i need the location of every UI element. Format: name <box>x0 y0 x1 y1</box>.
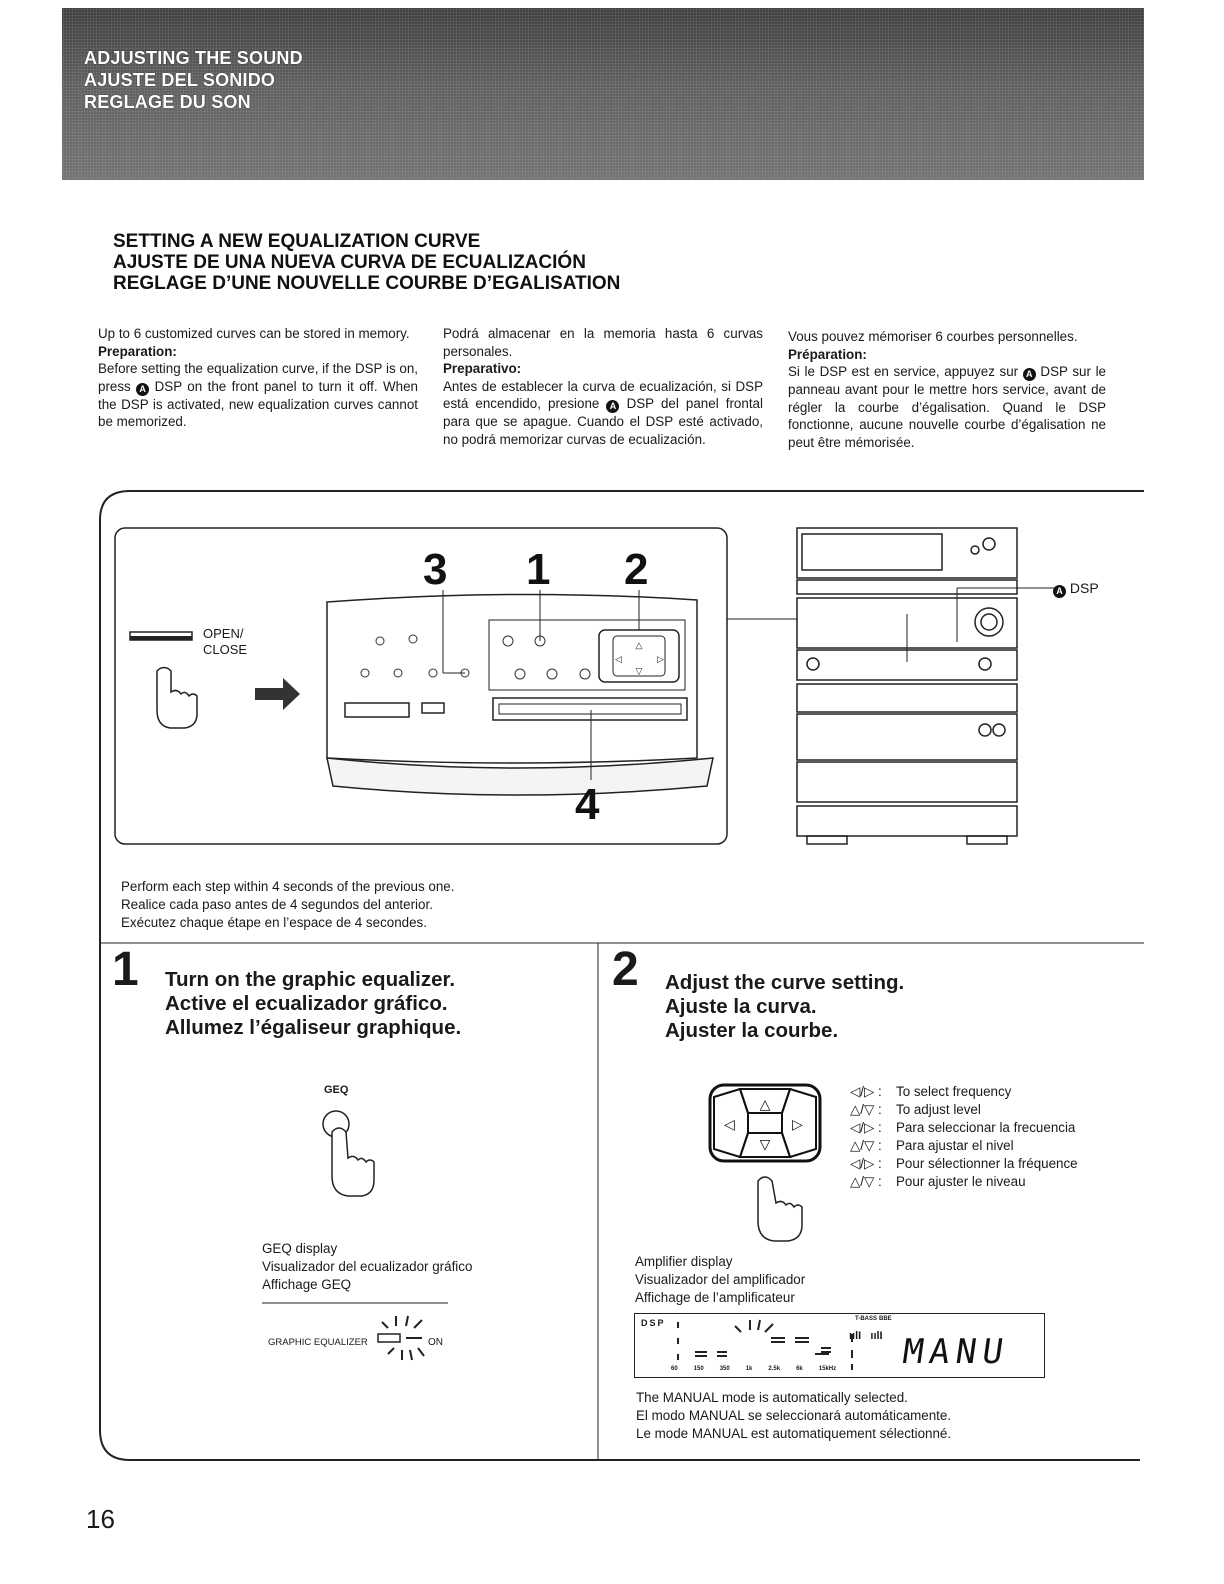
geq-display-es: Visualizador del ecualizador gráfico <box>262 1259 473 1274</box>
preparation-text-2: DSP sur le panneau avant pour le mettre hors service, avant de régler la courbe d’égalisation. Quand le DSP fonctionne, aucune nouvelle courbe d’égalisation ne peut être mémorisée. <box>788 364 1106 450</box>
timing-note-es: Realice cada paso antes de 4 segundos del anterior. <box>121 897 433 912</box>
marker-a-icon: A <box>136 383 149 396</box>
legend-row <box>850 1174 1026 1190</box>
freq-label: 150 <box>693 1366 704 1372</box>
diagram-step-3: 3 <box>423 545 448 594</box>
legend-text: Para ajustar el nivel <box>896 1138 1014 1153</box>
step1-title-en: Turn on the graphic equalizer. <box>165 968 456 991</box>
amp-frequency-scale <box>671 1366 836 1372</box>
section-title-es: AJUSTE DE UNA NUEVA CURVA DE ECUALIZACIÓN <box>113 252 586 273</box>
step2-title-fr: Ajuster la courbe. <box>665 1019 839 1042</box>
diagram-step-4: 4 <box>575 780 600 829</box>
section-title-fr: REGLAGE D’UNE NOUVELLE COURBE D’EGALISATION <box>113 273 621 294</box>
cursor-pad-icon <box>708 1083 828 1243</box>
preparation-label: Préparation: <box>788 346 867 362</box>
freq-label: 350 <box>719 1366 730 1372</box>
freq-label: 1k <box>745 1366 753 1372</box>
preparation-label: Preparativo: <box>443 361 522 377</box>
amp-display-fr: Affichage de l’amplificateur <box>635 1290 795 1305</box>
dsp-label: DSP <box>1069 580 1099 596</box>
freq-label: 15kHz <box>818 1366 837 1372</box>
amp-display-en: Amplifier display <box>635 1254 733 1269</box>
step1-title-es: Active el ecualizador gráfico. <box>165 992 448 1015</box>
preparation-text-1: Before setting the equalization curve, if the DSP is on, press <box>98 361 418 394</box>
result-fr: Le mode MANUAL est automatiquement sélectionné. <box>636 1426 952 1441</box>
svg-text:△: △ <box>635 640 643 650</box>
svg-text:▷: ▷ <box>657 654 664 664</box>
legend-keys: △/▽ : <box>850 1102 882 1117</box>
step1-title-fr: Allumez l’égaliseur graphique. <box>165 1016 462 1039</box>
legend-row <box>850 1138 1014 1154</box>
geq-display-divider <box>262 1302 448 1304</box>
freq-label: 2.5k <box>768 1366 781 1372</box>
amp-dsp-label: DSP <box>641 1318 666 1328</box>
legend-text: To select frequency <box>896 1084 1012 1099</box>
legend-text: Pour ajuster le niveau <box>896 1174 1026 1189</box>
legend-row <box>850 1102 981 1118</box>
amp-mode-readout: MANU <box>900 1332 1012 1372</box>
result-es: El modo MANUAL se seleccionará automáticamente. <box>636 1408 952 1423</box>
open-close-label: OPEN/ CLOSE <box>203 626 248 657</box>
timing-note-en: Perform each step within 4 seconds of the previous one. <box>121 879 455 894</box>
svg-text:◁: ◁ <box>724 1116 735 1132</box>
step1-number: 1 <box>112 943 139 996</box>
geq-on-indicator: ON <box>428 1337 443 1348</box>
section-title-en: SETTING A NEW EQUALIZATION CURVE <box>113 231 481 252</box>
legend-keys: ◁/▷ : <box>850 1120 882 1135</box>
amp-display-es: Visualizador del amplificador <box>635 1272 806 1287</box>
step2-number: 2 <box>612 943 639 996</box>
freq-label: 60 <box>671 1366 678 1372</box>
banner-title-en: ADJUSTING THE SOUND <box>84 48 303 68</box>
step2-title-en: Adjust the curve setting. <box>665 971 905 994</box>
timing-note-fr: Exécutez chaque étape en l’espace de 4 secondes. <box>121 915 427 930</box>
intro-text: Up to 6 customized curves can be stored in memory. <box>98 326 410 341</box>
legend-keys: ◁/▷ : <box>850 1084 882 1099</box>
graphic-equalizer-indicator: GRAPHIC EQUALIZER <box>268 1337 368 1348</box>
legend-row <box>850 1156 1078 1172</box>
svg-text:◁: ◁ <box>615 654 622 664</box>
legend-text: To adjust level <box>896 1102 981 1117</box>
legend-text: Pour sélectionner la fréquence <box>896 1156 1078 1171</box>
legend-row <box>850 1120 1075 1136</box>
geq-display-en: GEQ display <box>262 1241 338 1256</box>
marker-a-icon: A <box>1053 585 1066 598</box>
geq-display-fr: Affichage GEQ <box>262 1277 352 1292</box>
marker-a-icon: A <box>1023 368 1036 381</box>
intro-text: Podrá almacenar en la memoria hasta 6 curvas personales. <box>443 326 763 359</box>
result-en: The MANUAL mode is automatically selected. <box>636 1390 908 1405</box>
legend-keys: △/▽ : <box>850 1138 882 1153</box>
diagram-step-2: 2 <box>624 545 649 594</box>
preparation-text-1: Si le DSP est en service, appuyez sur <box>788 364 1019 380</box>
legend-row <box>850 1084 1011 1100</box>
page-number: 16 <box>86 1504 115 1534</box>
diagram-step-1: 1 <box>526 545 551 594</box>
geq-button-label: GEQ <box>324 1084 349 1096</box>
svg-text:▽: ▽ <box>759 1136 771 1152</box>
stereo-system-diagram <box>727 524 1027 850</box>
svg-text:△: △ <box>759 1096 771 1112</box>
legend-keys: △/▽ : <box>850 1174 882 1189</box>
step2-title-es: Ajuste la curva. <box>665 995 817 1018</box>
legend-text: Para seleccionar la frecuencia <box>896 1120 1076 1135</box>
amp-bbe-label: BBE <box>879 1316 892 1322</box>
freq-label: 6k <box>796 1366 803 1372</box>
svg-text:▽: ▽ <box>635 666 643 676</box>
amp-level-bars: ıılI ıılI <box>849 1330 883 1342</box>
amp-tbass-label: T-BASS <box>855 1316 878 1322</box>
preparation-label: Preparation: <box>98 343 177 359</box>
intro-text: Vous pouvez mémoriser 6 courbes personnelles. <box>788 329 1078 344</box>
preparation-text-2: DSP del panel frontal para que se apague. Cuando el DSP esté activado, no podrá memorizar curvas de ecualización. <box>443 396 763 447</box>
amplifier-display <box>634 1313 1045 1378</box>
legend-keys: ◁/▷ : <box>850 1156 882 1171</box>
svg-text:▷: ▷ <box>792 1116 803 1132</box>
banner-title-fr: REGLAGE DU SON <box>84 92 251 112</box>
marker-a-icon: A <box>606 400 619 413</box>
dsp-callout <box>1053 580 1099 598</box>
banner-title-es: AJUSTE DEL SONIDO <box>84 70 276 90</box>
geq-hand-press-icon <box>310 1104 380 1200</box>
preparation-text-2: DSP on the front panel to turn it off. When the DSP is activated, new equalization curves cannot be memorized. <box>98 378 418 430</box>
preparation-text-1: Antes de establecer la curva de ecualización, si DSP está encendido, presione <box>443 378 763 412</box>
